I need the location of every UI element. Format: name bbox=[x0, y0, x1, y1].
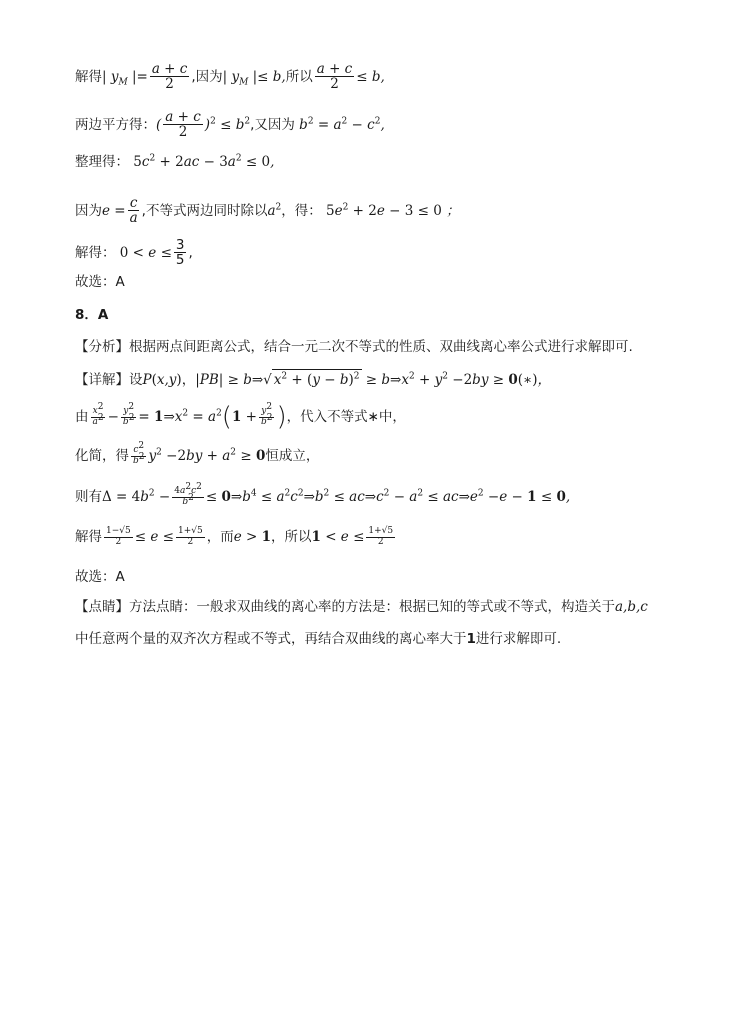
math-quadratic-ac: $5c^2 + 2ac - 3a^2 \le 0$, bbox=[133, 153, 275, 170]
tip-line-2 bbox=[75, 629, 704, 649]
math-simplified: $y^2 -2by + a^2 \ge 0$ bbox=[148, 447, 266, 464]
frac-c-over-a: $\frac{c}{a}$ bbox=[129, 195, 138, 227]
solution-line-5: 解得： 0 < e ≤ $\frac{3}{5}$ , bbox=[75, 237, 193, 269]
detail-line-3: 化简，得 $\frac{c^2}{b^2}$ $y^2 -2by + a^2 \ge 0$ 恒成立， bbox=[75, 441, 320, 466]
math-e-range: 0 < e ≤ bbox=[119, 244, 172, 261]
frac-a-plus-c-over-2-b: $\frac{a + c}{2}$ bbox=[316, 61, 353, 93]
text-you: 由 bbox=[75, 409, 89, 425]
text-suoyi: 所以 bbox=[285, 68, 313, 85]
math-point-p: P(x,y) bbox=[142, 371, 182, 388]
text-tip-2: 中任意两个量的双齐次方程或不等式，再结合双曲线的离心率大于 bbox=[75, 631, 467, 647]
text-divide-both: ,不等式两边同时除以 bbox=[141, 202, 268, 219]
frac-a-plus-c-over-2: $\frac{a + c}{2}$ bbox=[151, 61, 188, 93]
solution-line-1 bbox=[75, 62, 704, 91]
text-simplify: 化简，得 bbox=[75, 448, 129, 464]
solution-line-3 bbox=[75, 152, 704, 172]
solution-line-4: 因为 e = $\frac{c}{a}$ ,不等式两边同时除以 $a^2$ ，得： $5e^2 + 2e - 3 \le 0$ ； bbox=[75, 195, 460, 227]
text-analysis: 【分析】根据两点间距离公式，结合一元二次不等式的性质、双曲线离心率公式进行求解即可. bbox=[75, 339, 633, 355]
text-suoyi-2: ，所以 bbox=[271, 529, 312, 545]
math-abs-ym: | $y_M$ |= bbox=[102, 68, 148, 88]
text-tip-one: 1 bbox=[466, 631, 476, 647]
math-quadratic-e: $5e^2 + 2e - 3 \le 0$ ； bbox=[326, 202, 460, 219]
math-a2: $a^2$ bbox=[267, 202, 282, 219]
text-detail: 【详解】设 bbox=[75, 371, 143, 388]
detail-line-5: 解得 $\frac{1-√5}{2}$ ≤ e ≤ $\frac{1+√5}{2}$ ，而 e > 1 ，所以 1 < e ≤ $\frac{1+√5}{2}$ bbox=[75, 526, 394, 547]
text-substitute: ，代入不等式∗中， bbox=[286, 409, 406, 425]
text-tip: 【点睛】方法点睛：一般求双曲线的离心率的方法是：根据已知的等式或不等式，构造关于 bbox=[75, 599, 615, 615]
math-hyperbola: = $1\Rightarrow x^2 = a^2$ bbox=[138, 408, 222, 425]
text-answer-8: 故选：A bbox=[75, 569, 125, 585]
text-answer-7: 故选：A bbox=[75, 274, 125, 290]
text-youyinwei: ,又因为 bbox=[250, 116, 295, 133]
math-discriminant: ≤ $0\Rightarrow b^4$ ≤ $a^2c^2\Rightarrow b^2$ ≤ $ac\Rightarrow c^2 - a^2$ ≤ $ac\Rightarrow e^2 -e - 1 \le 0$, bbox=[205, 488, 571, 505]
text-zhengli: 整理得： bbox=[75, 154, 129, 170]
text-tip-3: 进行求解即可. bbox=[475, 631, 562, 647]
math-square-le-b2: )$^2 \le b^2$ bbox=[204, 116, 251, 133]
answer-line-8 bbox=[75, 567, 704, 587]
frac-3-over-5: $\frac{3}{5}$ bbox=[175, 237, 185, 269]
text-er: ，而 bbox=[206, 529, 234, 545]
text-always-holds: 恒成立， bbox=[265, 448, 320, 464]
math-le-b: ≤ b, bbox=[356, 68, 385, 85]
text-jiede-3: 解得 bbox=[75, 529, 102, 545]
text-de: ，得： bbox=[281, 202, 322, 219]
detail-line-1 bbox=[75, 369, 704, 390]
text-jiede: 解得 bbox=[75, 68, 102, 85]
text-jiede-2: 解得： bbox=[75, 244, 116, 261]
analysis-line bbox=[75, 337, 704, 357]
question-8-heading bbox=[75, 305, 704, 325]
detail-line-4: 则有 $\Delta = 4b^2$ − $\frac{4a^2c^2}{b^2}$ ≤ $0\Rightarrow b^4$ ≤ $a^2c^2\Rightarrow b^2$ ≤ $ac\Rightarrow c^2 - a^2$ ≤ $ac\Rightarrow e^2 -e - 1 \le 0$, bbox=[75, 482, 571, 507]
text-yinwei: ,因为 bbox=[191, 68, 223, 85]
math-pb-inequality: |PB| ≥ b⇒ bbox=[195, 371, 264, 388]
math-abs-ym-le-b: | $y_M$ |≤ b, bbox=[222, 68, 286, 88]
text-comma: ， bbox=[181, 371, 196, 388]
text-zeyou: 则有 bbox=[75, 489, 102, 505]
answer-line-7 bbox=[75, 272, 704, 292]
math-b2-eq: $b^2 = a^2 - c^2$, bbox=[294, 116, 385, 133]
math-abc: a,b,c bbox=[615, 599, 648, 615]
frac-square: $\frac{a + c}{2}$ bbox=[165, 109, 201, 141]
text-square-both: 两边平方得： bbox=[75, 116, 156, 133]
tip-line-1 bbox=[75, 597, 704, 617]
math-sqrt-distance: √ $x^2 + (y - b)^2$ bbox=[263, 369, 361, 390]
text-q8: 8．A bbox=[75, 307, 109, 323]
text-yinwei-e: 因为 bbox=[75, 202, 102, 219]
detail-line-2: 由 $\frac{x^2}{a^2}$ − $\frac{y^2}{b^2}$ = $1\Rightarrow x^2 = a^2$ ( 1 + $\frac{y^2}{b^2}$ ) ，代入不等式∗中， bbox=[75, 402, 406, 432]
solution-line-2: 两边平方得： ( $\frac{a + c}{2}$ )$^2 \le b^2$ ,又因为 $b^2 = a^2 - c^2$, bbox=[75, 109, 385, 141]
math-expanded: ≥ $b\Rightarrow x^2 + y^2 -2by$ ≥ 0(∗)， bbox=[361, 371, 551, 388]
